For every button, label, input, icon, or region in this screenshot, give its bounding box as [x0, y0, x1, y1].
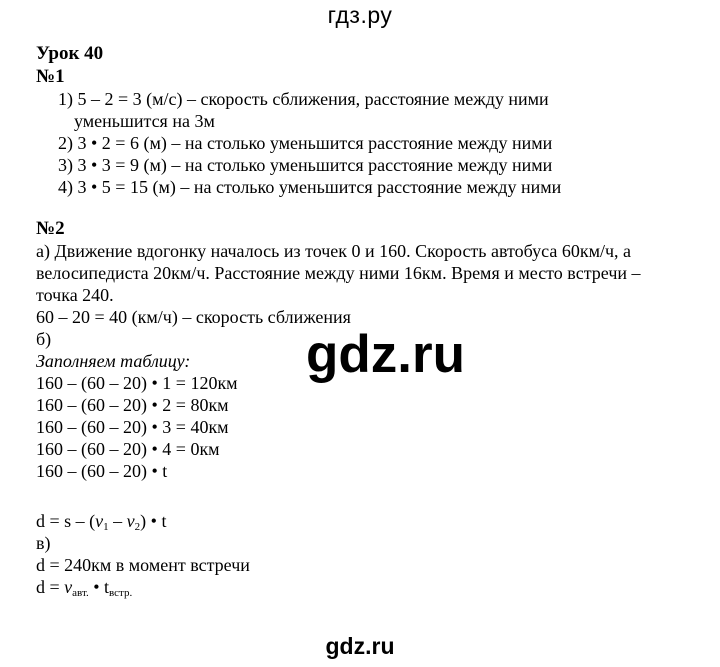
- task-2-b-label: б): [36, 329, 52, 349]
- task-2-a-line-3: точка 240.: [36, 285, 114, 305]
- watermark: gdz.ru: [306, 325, 465, 384]
- table-line-1: 160 – (60 – 20) • 1 = 120км: [36, 373, 238, 393]
- task-1-line-3: 3) 3 • 3 = 9 (м) – на столько уменьшится расстояние между ними: [58, 155, 553, 175]
- task-1-line-1: 1) 5 – 2 = 3 (м/с) – скорость сближения, расстояние между ними: [58, 89, 549, 109]
- task-2-c-label: в): [36, 533, 51, 553]
- table-line-3: 160 – (60 – 20) • 3 = 40км: [36, 417, 229, 437]
- task-1-number: №1: [36, 66, 65, 87]
- task-2-a-line-4: 60 – 20 = 40 (км/ч) – скорость сближения: [36, 307, 351, 327]
- formula-meeting: $d = v_{авт.}$ • $t_{встр.}$: [36, 577, 133, 599]
- task-2-a-line-2: велосипедиста 20км/ч. Расстояние между ними 16км. Время и место встречи –: [36, 263, 641, 283]
- table-line-5: 160 – (60 – 20) • t: [36, 461, 168, 481]
- task-1-line-2: 2) 3 • 2 = 6 (м) – на столько уменьшится расстояние между ними: [58, 133, 553, 153]
- site-header-label: гдз.ру: [327, 2, 393, 28]
- formula-distance: $d = s - (v_1 - v_2)$ • t: [36, 511, 167, 533]
- task-2-number: №2: [36, 218, 65, 239]
- task-1-line-1-cont: уменьшится на 3м: [74, 111, 215, 131]
- task-1-line-4: 4) 3 • 5 = 15 (м) – на столько уменьшится расстояние между ними: [58, 177, 562, 197]
- table-line-2: 160 – (60 – 20) • 2 = 80км: [36, 395, 229, 415]
- lesson-title: Урок 40: [36, 43, 104, 64]
- table-line-4: 160 – (60 – 20) • 4 = 0км: [36, 439, 220, 459]
- site-footer-label: gdz.ru: [325, 633, 395, 659]
- table-note: Заполняем таблицу:: [36, 351, 191, 371]
- task-2-a-line-1: а) Движение вдогонку началось из точек 0 и 160. Скорость автобуса 60км/ч, а: [36, 241, 632, 261]
- task-2-c-line: d = 240км в момент встречи: [36, 555, 250, 575]
